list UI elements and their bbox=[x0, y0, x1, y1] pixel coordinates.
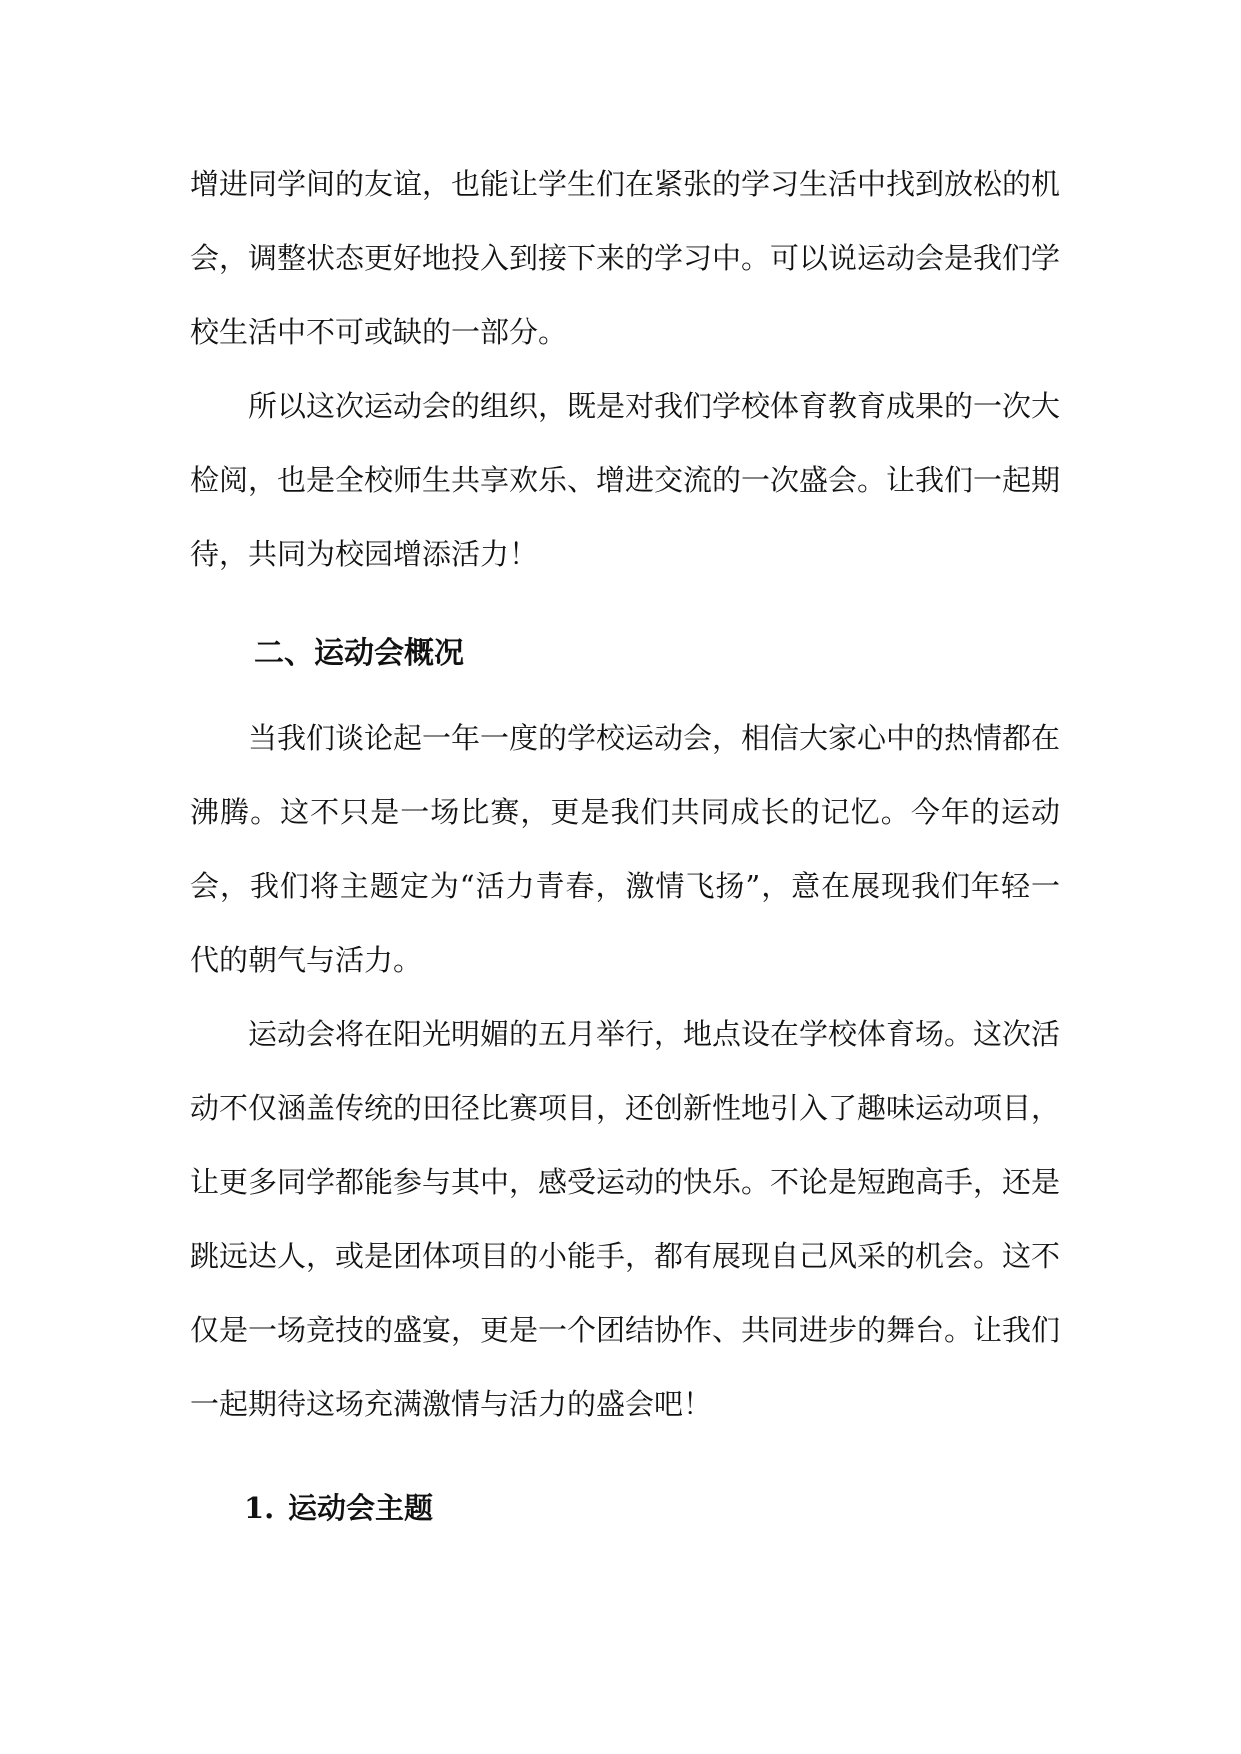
paragraph-summary: 所以这次运动会的组织，既是对我们学校体育教育成果的一次大检阅，也是全校师生共享欢乐、增进交流的一次盛会。让我们一起期待，共同为校园增添活力！ bbox=[190, 389, 1061, 571]
paragraph-overview-details: 运动会将在阳光明媚的五月举行，地点设在学校体育场。这次活动不仅涵盖传统的田径比赛项目，还创新性地引入了趣味运动项目，让更多同学都能参与其中，感受运动的快乐。不论是短跑高手，还是跳远达人，或是团体项目的小能手，都有展现自己风采的机会。这不仅是一场竞技的盛宴，更是一个团结协作、共同进步的舞台。让我们一起期待这场充满激情与活力的盛会吧！ bbox=[190, 1017, 1061, 1421]
document-body bbox=[190, 147, 1060, 1545]
paragraph-continuation: 增进同学间的友谊，也能让学生们在紧张的学习生活中找到放松的机会，调整状态更好地投入到接下来的学习中。可以说运动会是我们学校生活中不可或缺的一部分。 bbox=[190, 167, 1061, 349]
subheading bbox=[190, 1471, 1060, 1545]
subheading-number: 1. bbox=[244, 1491, 275, 1525]
subheading-text: 运动会主题 bbox=[288, 1491, 434, 1525]
section-heading: 二、运动会概况 bbox=[254, 636, 464, 671]
paragraph-overview-theme: 当我们谈论起一年一度的学校运动会，相信大家心中的热情都在沸腾。这不只是一场比赛，更是我们共同成长的记忆。今年的运动会，我们将主题定为“活力青春，激情飞扬”，意在展现我们年轻一代的朝气与活力。 bbox=[190, 721, 1061, 977]
